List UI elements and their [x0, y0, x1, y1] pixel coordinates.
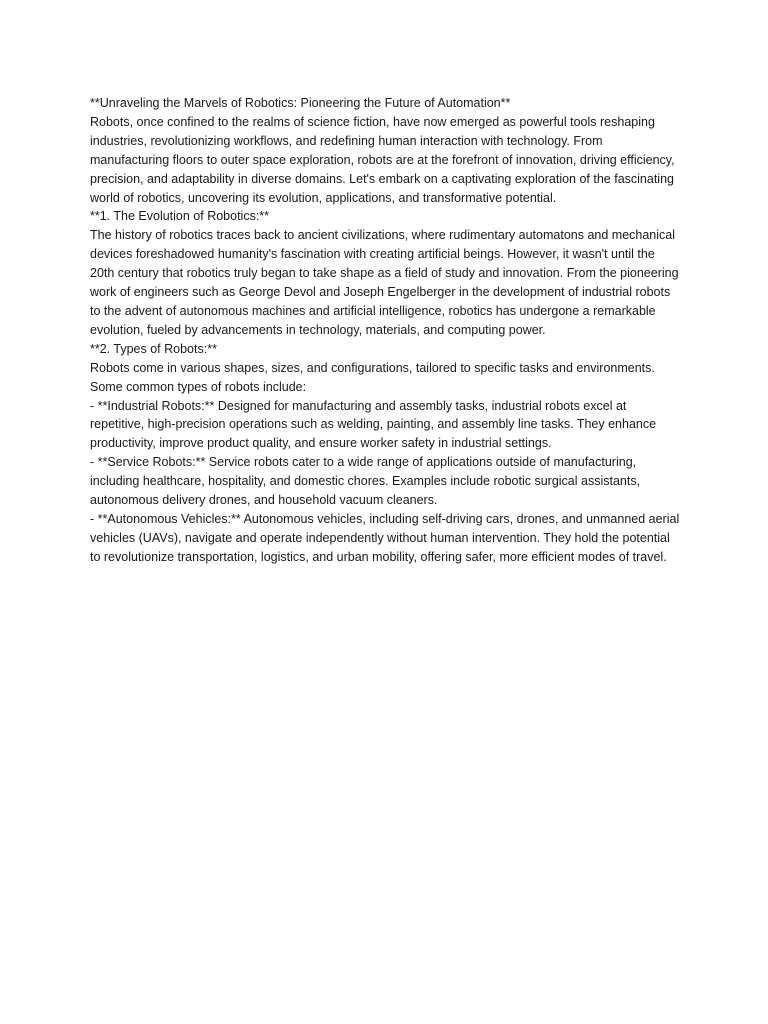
document-title: **Unraveling the Marvels of Robotics: Pioneering the Future of Automation**: [90, 96, 511, 110]
document-page: [90, 94, 680, 567]
section-2-heading: **2. Types of Robots:**: [90, 341, 217, 356]
list-item-autonomous-vehicles: - **Autonomous Vehicles:** Autonomous vehicles, including self-driving cars, drones, and unmanned aerial vehicles (UAVs), navigate and operate independently without human intervention. They hold the potential to revolutionize transportation, logistics, and urban mobility, offering safer, more efficient modes of travel.: [90, 511, 680, 564]
section-1-heading: **1. The Evolution of Robotics:**: [90, 209, 270, 224]
section-2-paragraph: Robots come in various shapes, sizes, and configurations, tailored to specific tasks and environments. Some common types of robots include:: [90, 360, 655, 394]
section-1-paragraph: The history of robotics traces back to ancient civilizations, where rudimentary automatons and mechanical devices foreshadowed humanity's fascination with creating artificial beings. However, it wasn't until the 20th century that robotics truly began to take shape as a field of study and innovation. From the pioneering work of engineers such as George Devol and Joseph Engelberger in the development of industrial robots to the advent of autonomous machines and artificial intelligence, robotics has undergone a remarkable evolution, fueled by advancements in technology, materials, and computing power.: [90, 228, 679, 337]
list-item-industrial-robots: - **Industrial Robots:** Designed for manufacturing and assembly tasks, industrial robots excel at repetitive, high-precision operations such as welding, painting, and assembly line tasks. They enhance productivity, improve product quality, and ensure worker safety in industrial settings.: [90, 398, 657, 451]
intro-paragraph: Robots, once confined to the realms of science fiction, have now emerged as powerful tools reshaping industries, revolutionizing workflows, and redefining human interaction with technology. From manufacturing floors to outer space exploration, robots are at the forefront of innovation, driving efficiency, precision, and adaptability in diverse domains. Let's embark on a captivating exploration of the fascinating world of robotics, uncovering its evolution, applications, and transformative potential.: [90, 114, 675, 205]
list-item-service-robots: - **Service Robots:** Service robots cater to a wide range of applications outside of manufacturing, including healthcare, hospitality, and domestic chores. Examples include robotic surgical assistants, autonomous delivery drones, and household vacuum cleaners.: [90, 455, 641, 508]
